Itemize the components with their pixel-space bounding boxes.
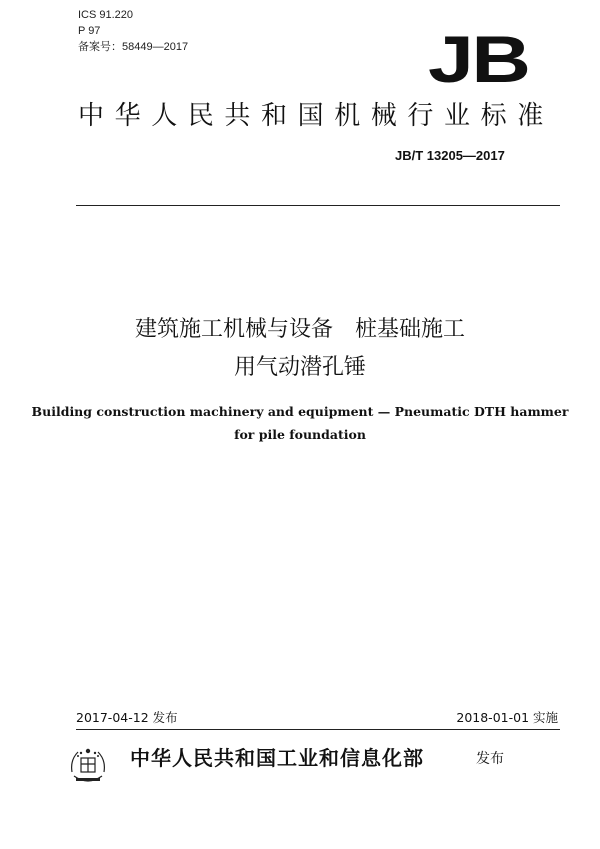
industry-standard-title: 中华人民共和国机械行业标准: [78, 101, 554, 131]
jb-logo: JB: [428, 22, 529, 96]
ccs-code: P 97: [78, 25, 101, 37]
publisher-name: 中华人民共和国工业和信息化部: [130, 746, 424, 770]
chinese-title-line-1: 建筑施工机械与设备 桩基础施工: [134, 317, 465, 342]
english-title-line-1: Building construction machinery and equipment — Pneumatic DTH hammer: [31, 404, 569, 419]
header-divider: [76, 205, 560, 206]
english-title-line-2: for pile foundation: [234, 427, 366, 442]
issue-date: 2017-04-12 发布: [76, 710, 178, 725]
publish-label: 发布: [476, 751, 504, 767]
ministry-emblem-icon: [64, 742, 112, 790]
ics-code: ICS 91.220: [78, 9, 134, 21]
chinese-title-line-2: 用气动潜孔锤: [233, 355, 366, 380]
filing-number: 备案号：58449—2017: [78, 41, 189, 53]
implementation-date: 2018-01-01 实施: [456, 710, 558, 725]
footer-divider: [76, 729, 560, 730]
standard-number: JB/T 13205—2017: [395, 148, 505, 163]
classification-block: [78, 7, 188, 55]
